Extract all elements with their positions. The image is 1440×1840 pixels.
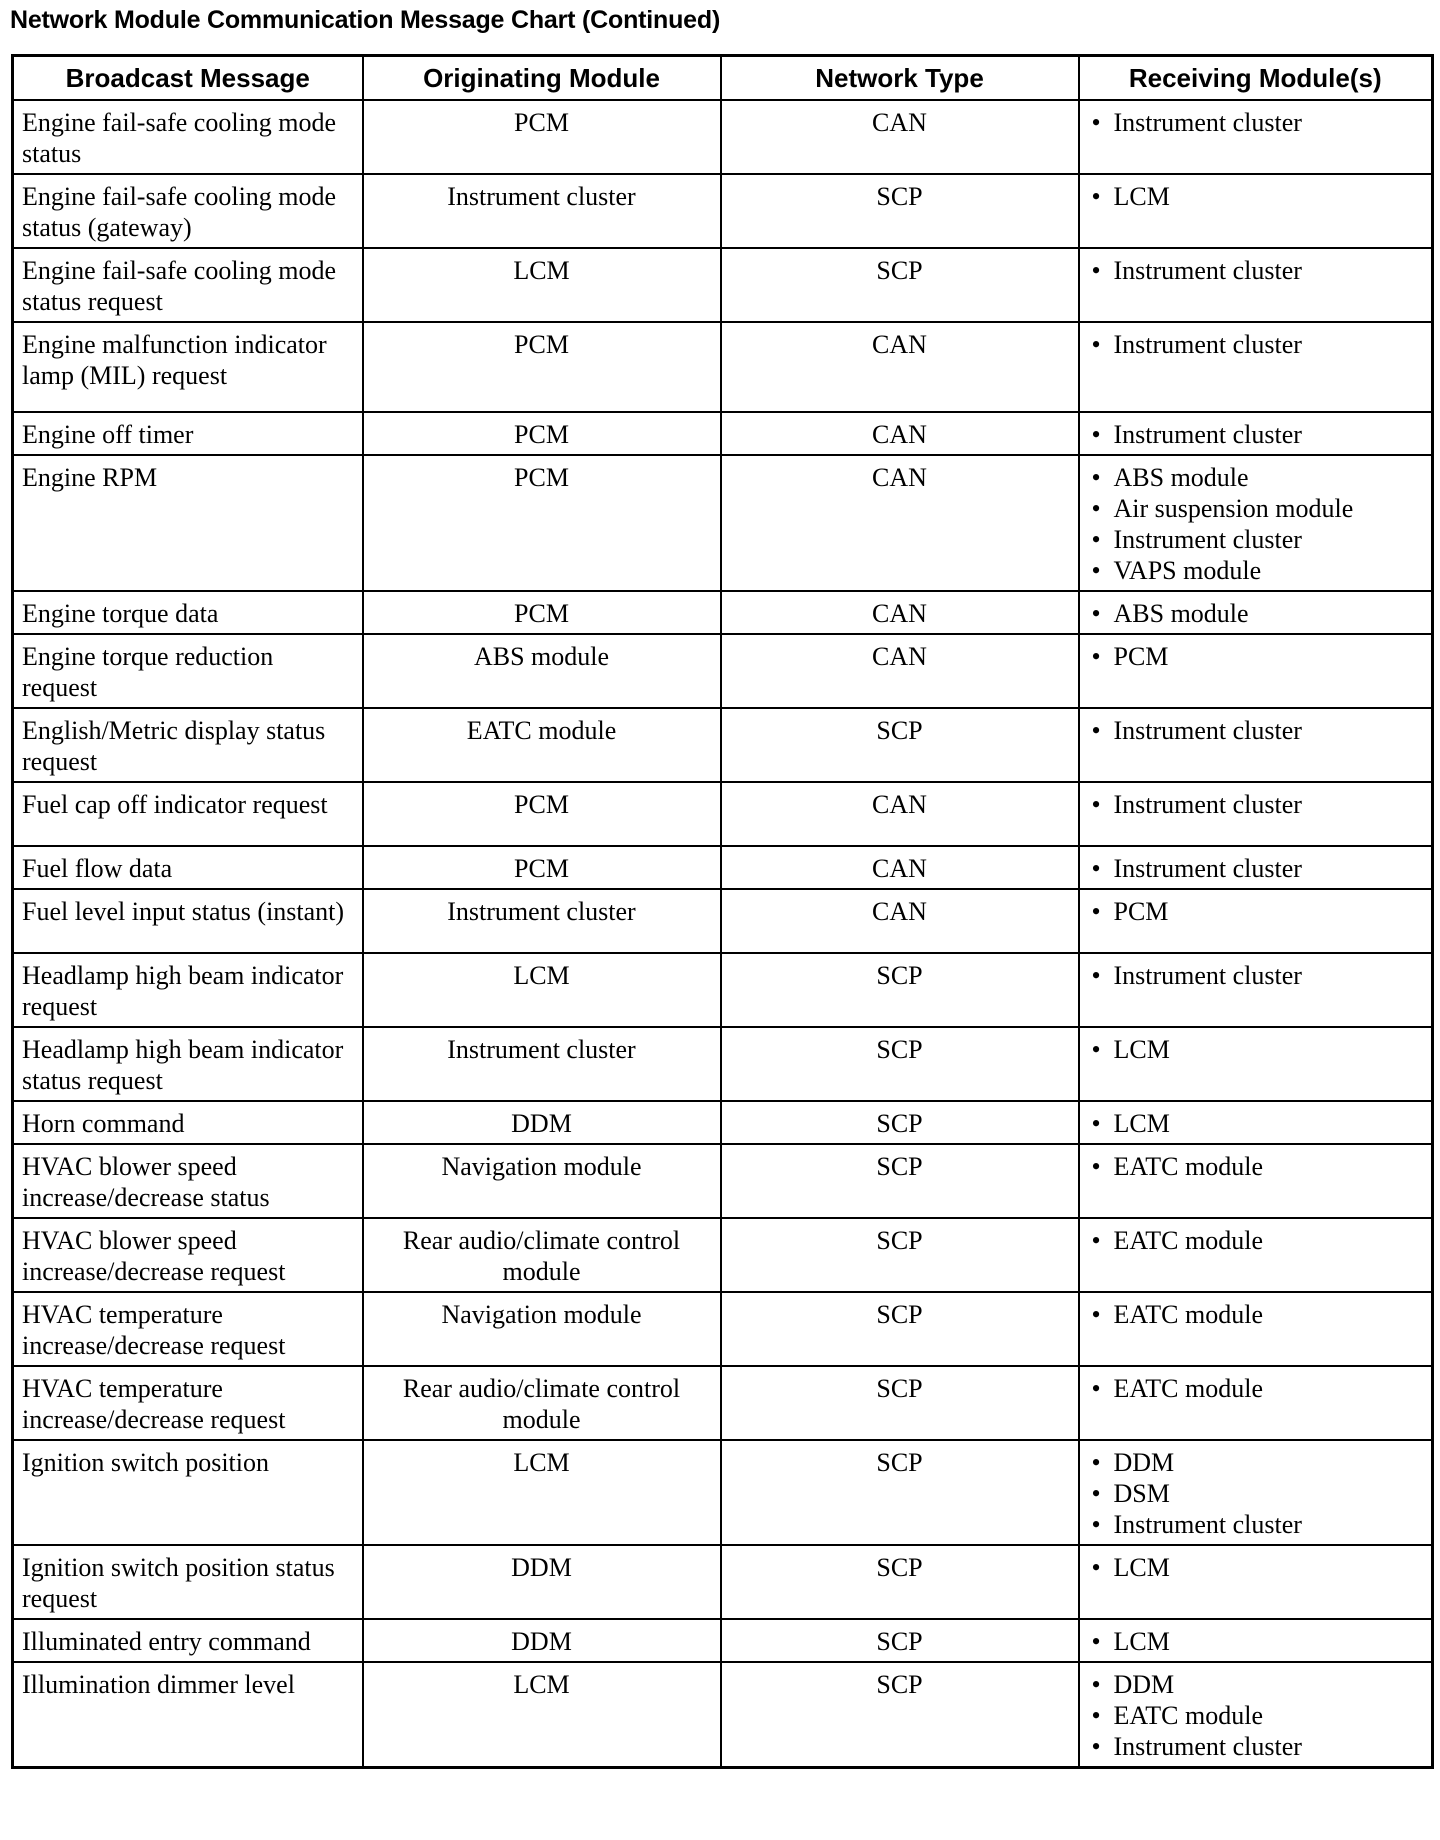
network-type-cell: CAN <box>721 889 1079 953</box>
bullet-icon: • <box>1091 1553 1101 1582</box>
receiving-module-list <box>1088 1299 1424 1330</box>
originating-module-cell: EATC module <box>363 708 721 782</box>
receiving-modules-cell <box>1079 1619 1433 1662</box>
originating-module-cell: DDM <box>363 1545 721 1619</box>
originating-module-cell: PCM <box>363 100 721 174</box>
list-item <box>1088 715 1424 746</box>
broadcast-message-cell: Engine off timer <box>13 412 363 455</box>
broadcast-message-cell: Engine torque reduction request <box>13 634 363 708</box>
originating-module-cell: Instrument cluster <box>363 1027 721 1101</box>
bullet-icon: • <box>1091 330 1101 359</box>
receiving-module-name: DSM <box>1113 1479 1170 1508</box>
list-item <box>1088 329 1424 360</box>
table-row <box>13 455 1433 591</box>
table-row <box>13 174 1433 248</box>
receiving-module-list <box>1088 641 1424 672</box>
receiving-modules-cell <box>1079 100 1433 174</box>
originating-module-cell: PCM <box>363 782 721 846</box>
bullet-icon: • <box>1091 790 1101 819</box>
receiving-module-name: EATC module <box>1113 1701 1263 1730</box>
receiving-module-list <box>1088 1552 1424 1583</box>
broadcast-message-cell: HVAC temperature increase/decrease request <box>13 1292 363 1366</box>
list-item <box>1088 1731 1424 1762</box>
receiving-module-name: PCM <box>1113 642 1169 671</box>
receiving-module-name: Instrument cluster <box>1113 330 1302 359</box>
receiving-module-name: Instrument cluster <box>1113 854 1302 883</box>
receiving-module-list <box>1088 1225 1424 1256</box>
list-item <box>1088 1373 1424 1404</box>
list-item <box>1088 419 1424 450</box>
receiving-module-list <box>1088 896 1424 927</box>
broadcast-message-cell: Engine torque data <box>13 591 363 634</box>
table-row <box>13 1218 1433 1292</box>
broadcast-message-cell: Illuminated entry command <box>13 1619 363 1662</box>
broadcast-message-cell: Ignition switch position <box>13 1440 363 1545</box>
receiving-module-name: DDM <box>1113 1448 1175 1477</box>
bullet-icon: • <box>1091 1448 1101 1477</box>
table-row <box>13 322 1433 412</box>
originating-module-cell: Navigation module <box>363 1144 721 1218</box>
receiving-module-list <box>1088 181 1424 212</box>
list-item <box>1088 789 1424 820</box>
broadcast-message-cell: Headlamp high beam indicator status request <box>13 1027 363 1101</box>
receiving-module-list <box>1088 853 1424 884</box>
originating-module-cell: Rear audio/climate control module <box>363 1366 721 1440</box>
table-row <box>13 591 1433 634</box>
bullet-icon: • <box>1091 1670 1101 1699</box>
network-type-cell: SCP <box>721 1440 1079 1545</box>
list-item <box>1088 641 1424 672</box>
receiving-module-name: Instrument cluster <box>1113 1732 1302 1761</box>
bullet-icon: • <box>1091 525 1101 554</box>
receiving-module-list <box>1088 329 1424 360</box>
table-row <box>13 1662 1433 1768</box>
receiving-module-name: Instrument cluster <box>1113 716 1302 745</box>
list-item <box>1088 853 1424 884</box>
list-item <box>1088 1552 1424 1583</box>
receiving-module-list <box>1088 1151 1424 1182</box>
table-row <box>13 248 1433 322</box>
receiving-module-name: VAPS module <box>1113 556 1262 585</box>
bullet-icon: • <box>1091 1732 1101 1761</box>
network-type-cell: SCP <box>721 248 1079 322</box>
receiving-module-name: Instrument cluster <box>1113 1510 1302 1539</box>
list-item <box>1088 896 1424 927</box>
header-originating-module: Originating Module <box>363 56 721 101</box>
bullet-icon: • <box>1091 1479 1101 1508</box>
receiving-module-list <box>1088 960 1424 991</box>
receiving-modules-cell <box>1079 1366 1433 1440</box>
receiving-modules-cell <box>1079 591 1433 634</box>
receiving-modules-cell <box>1079 412 1433 455</box>
table-row <box>13 634 1433 708</box>
receiving-modules-cell <box>1079 1101 1433 1144</box>
originating-module-cell: LCM <box>363 1662 721 1768</box>
list-item <box>1088 1509 1424 1540</box>
network-type-cell: SCP <box>721 708 1079 782</box>
originating-module-cell: Rear audio/climate control module <box>363 1218 721 1292</box>
receiving-module-list <box>1088 715 1424 746</box>
network-type-cell: SCP <box>721 1545 1079 1619</box>
receiving-module-name: Instrument cluster <box>1113 256 1302 285</box>
list-item <box>1088 181 1424 212</box>
receiving-modules-cell <box>1079 1292 1433 1366</box>
receiving-module-name: Instrument cluster <box>1113 108 1302 137</box>
list-item <box>1088 1299 1424 1330</box>
receiving-module-name: PCM <box>1113 897 1169 926</box>
receiving-module-name: EATC module <box>1113 1226 1263 1255</box>
receiving-module-name: Instrument cluster <box>1113 420 1302 449</box>
broadcast-message-cell: HVAC blower speed increase/decrease status <box>13 1144 363 1218</box>
receiving-module-list <box>1088 107 1424 138</box>
list-item <box>1088 960 1424 991</box>
receiving-modules-cell <box>1079 455 1433 591</box>
receiving-module-list <box>1088 462 1424 586</box>
table-row <box>13 1144 1433 1218</box>
receiving-module-list <box>1088 419 1424 450</box>
originating-module-cell: Navigation module <box>363 1292 721 1366</box>
receiving-module-name: LCM <box>1113 1109 1170 1138</box>
list-item <box>1088 493 1424 524</box>
list-item <box>1088 1626 1424 1657</box>
table-row <box>13 1366 1433 1440</box>
receiving-module-name: EATC module <box>1113 1300 1263 1329</box>
list-item <box>1088 1478 1424 1509</box>
list-item <box>1088 1225 1424 1256</box>
bullet-icon: • <box>1091 420 1101 449</box>
broadcast-message-cell: English/Metric display status request <box>13 708 363 782</box>
table-row <box>13 782 1433 846</box>
originating-module-cell: ABS module <box>363 634 721 708</box>
list-item <box>1088 598 1424 629</box>
receiving-module-list <box>1088 598 1424 629</box>
receiving-module-name: DDM <box>1113 1670 1175 1699</box>
bullet-icon: • <box>1091 1510 1101 1539</box>
receiving-modules-cell <box>1079 1144 1433 1218</box>
network-type-cell: SCP <box>721 1027 1079 1101</box>
broadcast-message-cell: Engine RPM <box>13 455 363 591</box>
originating-module-cell: LCM <box>363 1440 721 1545</box>
receiving-modules-cell <box>1079 846 1433 889</box>
broadcast-message-cell: HVAC blower speed increase/decrease request <box>13 1218 363 1292</box>
list-item <box>1088 255 1424 286</box>
list-item <box>1088 1700 1424 1731</box>
table-row <box>13 1101 1433 1144</box>
broadcast-message-cell: Engine fail-safe cooling mode status <box>13 100 363 174</box>
network-type-cell: CAN <box>721 591 1079 634</box>
bullet-icon: • <box>1091 599 1101 628</box>
table-row <box>13 889 1433 953</box>
receiving-module-list <box>1088 1447 1424 1540</box>
receiving-module-name: EATC module <box>1113 1152 1263 1181</box>
broadcast-message-cell: Headlamp high beam indicator request <box>13 953 363 1027</box>
receiving-module-list <box>1088 1034 1424 1065</box>
receiving-modules-cell <box>1079 889 1433 953</box>
receiving-module-list <box>1088 255 1424 286</box>
broadcast-message-cell: Fuel level input status (instant) <box>13 889 363 953</box>
list-item <box>1088 107 1424 138</box>
bullet-icon: • <box>1091 1035 1101 1064</box>
bullet-icon: • <box>1091 108 1101 137</box>
originating-module-cell: LCM <box>363 248 721 322</box>
bullet-icon: • <box>1091 897 1101 926</box>
list-item <box>1088 1034 1424 1065</box>
originating-module-cell: PCM <box>363 412 721 455</box>
network-type-cell: SCP <box>721 953 1079 1027</box>
broadcast-message-cell: Fuel cap off indicator request <box>13 782 363 846</box>
broadcast-message-cell: Engine fail-safe cooling mode status (gateway) <box>13 174 363 248</box>
originating-module-cell: Instrument cluster <box>363 889 721 953</box>
network-type-cell: CAN <box>721 455 1079 591</box>
chart-body <box>13 100 1433 1768</box>
table-row <box>13 100 1433 174</box>
header-receiving-modules: Receiving Module(s) <box>1079 56 1433 101</box>
table-row <box>13 1545 1433 1619</box>
table-row <box>13 412 1433 455</box>
bullet-icon: • <box>1091 716 1101 745</box>
receiving-module-name: LCM <box>1113 1553 1170 1582</box>
table-row <box>13 708 1433 782</box>
receiving-modules-cell <box>1079 1662 1433 1768</box>
originating-module-cell: PCM <box>363 846 721 889</box>
bullet-icon: • <box>1091 961 1101 990</box>
bullet-icon: • <box>1091 1374 1101 1403</box>
header-network-type: Network Type <box>721 56 1079 101</box>
network-type-cell: CAN <box>721 782 1079 846</box>
network-type-cell: SCP <box>721 174 1079 248</box>
network-type-cell: CAN <box>721 100 1079 174</box>
list-item <box>1088 1151 1424 1182</box>
bullet-icon: • <box>1091 463 1101 492</box>
bullet-icon: • <box>1091 1109 1101 1138</box>
receiving-module-list <box>1088 789 1424 820</box>
receiving-modules-cell <box>1079 1440 1433 1545</box>
receiving-module-list <box>1088 1108 1424 1139</box>
originating-module-cell: Instrument cluster <box>363 174 721 248</box>
network-type-cell: CAN <box>721 846 1079 889</box>
receiving-module-name: Instrument cluster <box>1113 525 1302 554</box>
page-title: Network Module Communication Message Chart (Continued) <box>10 6 721 34</box>
bullet-icon: • <box>1091 1300 1101 1329</box>
receiving-module-name: LCM <box>1113 1627 1170 1656</box>
network-type-cell: CAN <box>721 322 1079 412</box>
broadcast-message-cell: HVAC temperature increase/decrease request <box>13 1366 363 1440</box>
receiving-module-name: ABS module <box>1113 463 1249 492</box>
network-type-cell: SCP <box>721 1619 1079 1662</box>
bullet-icon: • <box>1091 256 1101 285</box>
originating-module-cell: LCM <box>363 953 721 1027</box>
network-type-cell: CAN <box>721 412 1079 455</box>
network-type-cell: SCP <box>721 1292 1079 1366</box>
message-chart-table <box>11 54 1434 1769</box>
receiving-module-name: LCM <box>1113 182 1170 211</box>
network-type-cell: SCP <box>721 1662 1079 1768</box>
broadcast-message-cell: Horn command <box>13 1101 363 1144</box>
receiving-modules-cell <box>1079 248 1433 322</box>
network-type-cell: SCP <box>721 1366 1079 1440</box>
bullet-icon: • <box>1091 556 1101 585</box>
bullet-icon: • <box>1091 854 1101 883</box>
receiving-module-name: Instrument cluster <box>1113 790 1302 819</box>
table-row <box>13 1027 1433 1101</box>
network-type-cell: CAN <box>721 634 1079 708</box>
originating-module-cell: PCM <box>363 455 721 591</box>
receiving-modules-cell <box>1079 1218 1433 1292</box>
list-item <box>1088 524 1424 555</box>
bullet-icon: • <box>1091 1152 1101 1181</box>
table-row <box>13 1440 1433 1545</box>
header-row <box>13 56 1433 101</box>
table-row <box>13 953 1433 1027</box>
receiving-modules-cell <box>1079 1545 1433 1619</box>
receiving-modules-cell <box>1079 1027 1433 1101</box>
table-row <box>13 846 1433 889</box>
receiving-module-name: Air suspension module <box>1113 494 1354 523</box>
receiving-module-name: ABS module <box>1113 599 1249 628</box>
receiving-modules-cell <box>1079 634 1433 708</box>
broadcast-message-cell: Illumination dimmer level <box>13 1662 363 1768</box>
broadcast-message-cell: Engine malfunction indicator lamp (MIL) request <box>13 322 363 412</box>
originating-module-cell: DDM <box>363 1101 721 1144</box>
bullet-icon: • <box>1091 182 1101 211</box>
table-row <box>13 1292 1433 1366</box>
receiving-module-name: EATC module <box>1113 1374 1263 1403</box>
network-type-cell: SCP <box>721 1101 1079 1144</box>
bullet-icon: • <box>1091 1701 1101 1730</box>
network-type-cell: SCP <box>721 1218 1079 1292</box>
table-row <box>13 1619 1433 1662</box>
receiving-module-name: LCM <box>1113 1035 1170 1064</box>
list-item <box>1088 1108 1424 1139</box>
receiving-module-list <box>1088 1373 1424 1404</box>
receiving-modules-cell <box>1079 322 1433 412</box>
network-type-cell: SCP <box>721 1144 1079 1218</box>
list-item <box>1088 1669 1424 1700</box>
receiving-module-name: Instrument cluster <box>1113 961 1302 990</box>
list-item <box>1088 1447 1424 1478</box>
bullet-icon: • <box>1091 642 1101 671</box>
header-broadcast-message: Broadcast Message <box>13 56 363 101</box>
originating-module-cell: PCM <box>363 591 721 634</box>
bullet-icon: • <box>1091 494 1101 523</box>
receiving-modules-cell <box>1079 708 1433 782</box>
broadcast-message-cell: Engine fail-safe cooling mode status request <box>13 248 363 322</box>
receiving-modules-cell <box>1079 174 1433 248</box>
originating-module-cell: DDM <box>363 1619 721 1662</box>
receiving-module-list <box>1088 1669 1424 1762</box>
receiving-module-list <box>1088 1626 1424 1657</box>
originating-module-cell: PCM <box>363 322 721 412</box>
list-item <box>1088 462 1424 493</box>
bullet-icon: • <box>1091 1627 1101 1656</box>
broadcast-message-cell: Ignition switch position status request <box>13 1545 363 1619</box>
bullet-icon: • <box>1091 1226 1101 1255</box>
receiving-modules-cell <box>1079 782 1433 846</box>
broadcast-message-cell: Fuel flow data <box>13 846 363 889</box>
receiving-modules-cell <box>1079 953 1433 1027</box>
list-item <box>1088 555 1424 586</box>
